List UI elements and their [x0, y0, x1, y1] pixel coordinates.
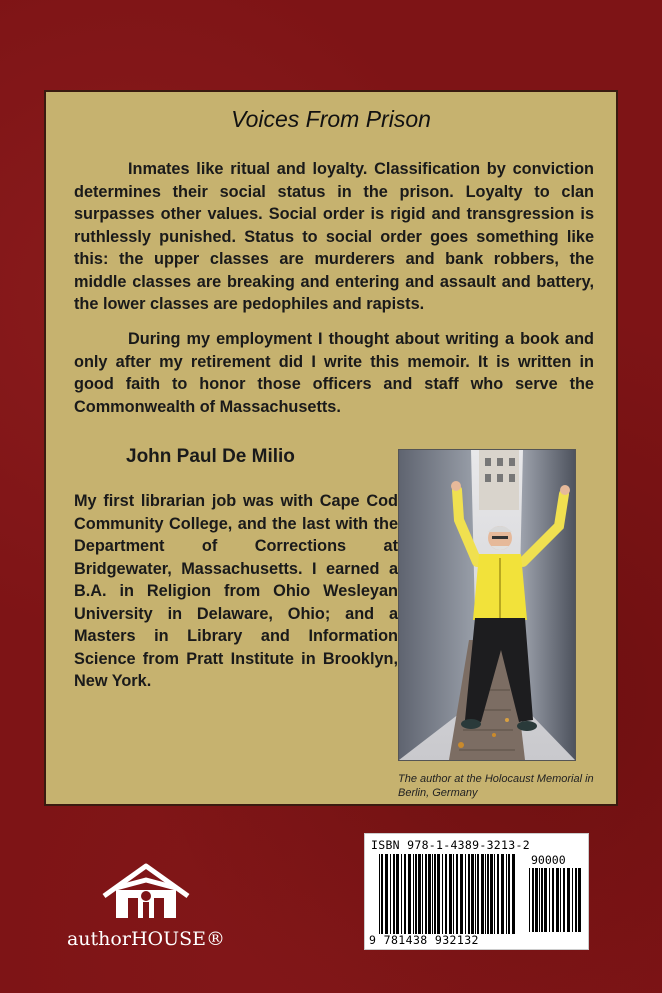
isbn-barcode: [364, 833, 589, 950]
author-bio: My first librarian job was with Cape Cod Community College, and the last with the Department of Corrections at Bridgewater, Massachusetts. I earned a B.A. in Religion from Ohio Wesleyan University in Delaware, Ohio; and a Masters in Library and Information Science from Pratt Institute in Brooklyn, New York.: [74, 492, 398, 690]
barcode-bar: [539, 868, 540, 932]
barcode-bar: [425, 854, 427, 934]
barcode-bar: [437, 854, 440, 934]
barcode-bar: [494, 854, 495, 934]
barcode-bar: [401, 854, 402, 934]
barcode-bar: [497, 854, 499, 934]
publisher-logo: [66, 852, 226, 962]
barcode-bar: [415, 854, 417, 934]
barcode-bar: [512, 854, 515, 934]
barcode-bar: [432, 854, 433, 934]
barcode-bar: [563, 868, 565, 932]
barcode-bar: [487, 854, 489, 934]
author-name: John Paul De Milio: [126, 446, 295, 467]
barcode-bar: [453, 854, 454, 934]
barcode-bar: [501, 854, 504, 934]
barcode-bar: [532, 868, 534, 932]
barcode-bar: [549, 868, 550, 932]
barcode-bar: [485, 854, 486, 934]
blurb-paragraph-2: During my employment I thought about writing a book and only after my retirement did I write this memoir. It is written in good faith to honor those officers and staff who serve the Commonwealth of Massachusetts.: [74, 330, 594, 416]
barcode-addon-bars: [529, 868, 581, 932]
barcode-bar: [556, 868, 559, 932]
barcode-bar: [572, 868, 573, 932]
barcode-bar: [508, 854, 510, 934]
barcode-bar: [506, 854, 507, 934]
barcode-bar: [422, 854, 423, 934]
barcode-bar: [468, 854, 470, 934]
author-photo: [398, 449, 576, 761]
barcode-bar: [471, 854, 474, 934]
barcode-bar: [445, 854, 447, 934]
barcode-bar: [481, 854, 484, 934]
barcode-bar: [475, 854, 476, 934]
barcode-bar: [465, 854, 466, 934]
barcode-bar: [449, 854, 452, 934]
barcode-bar: [560, 868, 561, 932]
barcode-bar: [381, 854, 383, 934]
author-photo-illustration: [399, 450, 575, 760]
barcode-bar: [567, 868, 570, 932]
barcode-bar: [442, 854, 443, 934]
authorhouse-house-logo-icon: [66, 852, 226, 928]
barcode-bar: [385, 854, 388, 934]
isbn-label: ISBN 978-1-4389-3213-2: [371, 838, 530, 852]
barcode-bar: [477, 854, 479, 934]
barcode-bar: [490, 854, 493, 934]
barcode-bar: [578, 868, 581, 932]
barcode-bar: [408, 854, 411, 934]
barcode-bar: [529, 868, 530, 932]
ean-digits: 9 781438 932132: [369, 933, 479, 947]
barcode-bar: [541, 868, 543, 932]
barcode-bar: [413, 854, 414, 934]
barcode-bar: [404, 854, 406, 934]
barcode-bar: [456, 854, 458, 934]
barcode-bar: [552, 868, 554, 932]
back-cover-panel: [44, 90, 618, 806]
barcode-bar: [396, 854, 399, 934]
photo-caption: The author at the Holocaust Memorial in Berlin, Germany: [398, 773, 594, 799]
price-code: 90000: [531, 853, 566, 867]
barcode-bar: [393, 854, 395, 934]
barcode-bar: [379, 854, 380, 934]
barcode-bars: [379, 854, 519, 934]
barcode-bar: [460, 854, 463, 934]
barcode-bar: [428, 854, 431, 934]
barcode-bar: [418, 854, 421, 934]
book-title: Voices From Prison: [231, 106, 431, 132]
blurb-paragraph-1: Inmates like ritual and loyalty. Classification by conviction determines their social status in the prison. Loyalty to clan surpasses other values. Social order is rigid and transgression is ruthlessly punished. Status to social order goes something like this: the upper classes are murderers and bank robbers, the middle classes are breaking and entering and assault and battery, the lower classes are pedophiles and rapists.: [74, 160, 594, 313]
barcode-bar: [535, 868, 538, 932]
barcode-bar: [434, 854, 436, 934]
barcode-bar: [575, 868, 577, 932]
barcode-bar: [390, 854, 391, 934]
barcode-bar: [544, 868, 547, 932]
publisher-name: authorHOUSE®: [66, 928, 225, 950]
